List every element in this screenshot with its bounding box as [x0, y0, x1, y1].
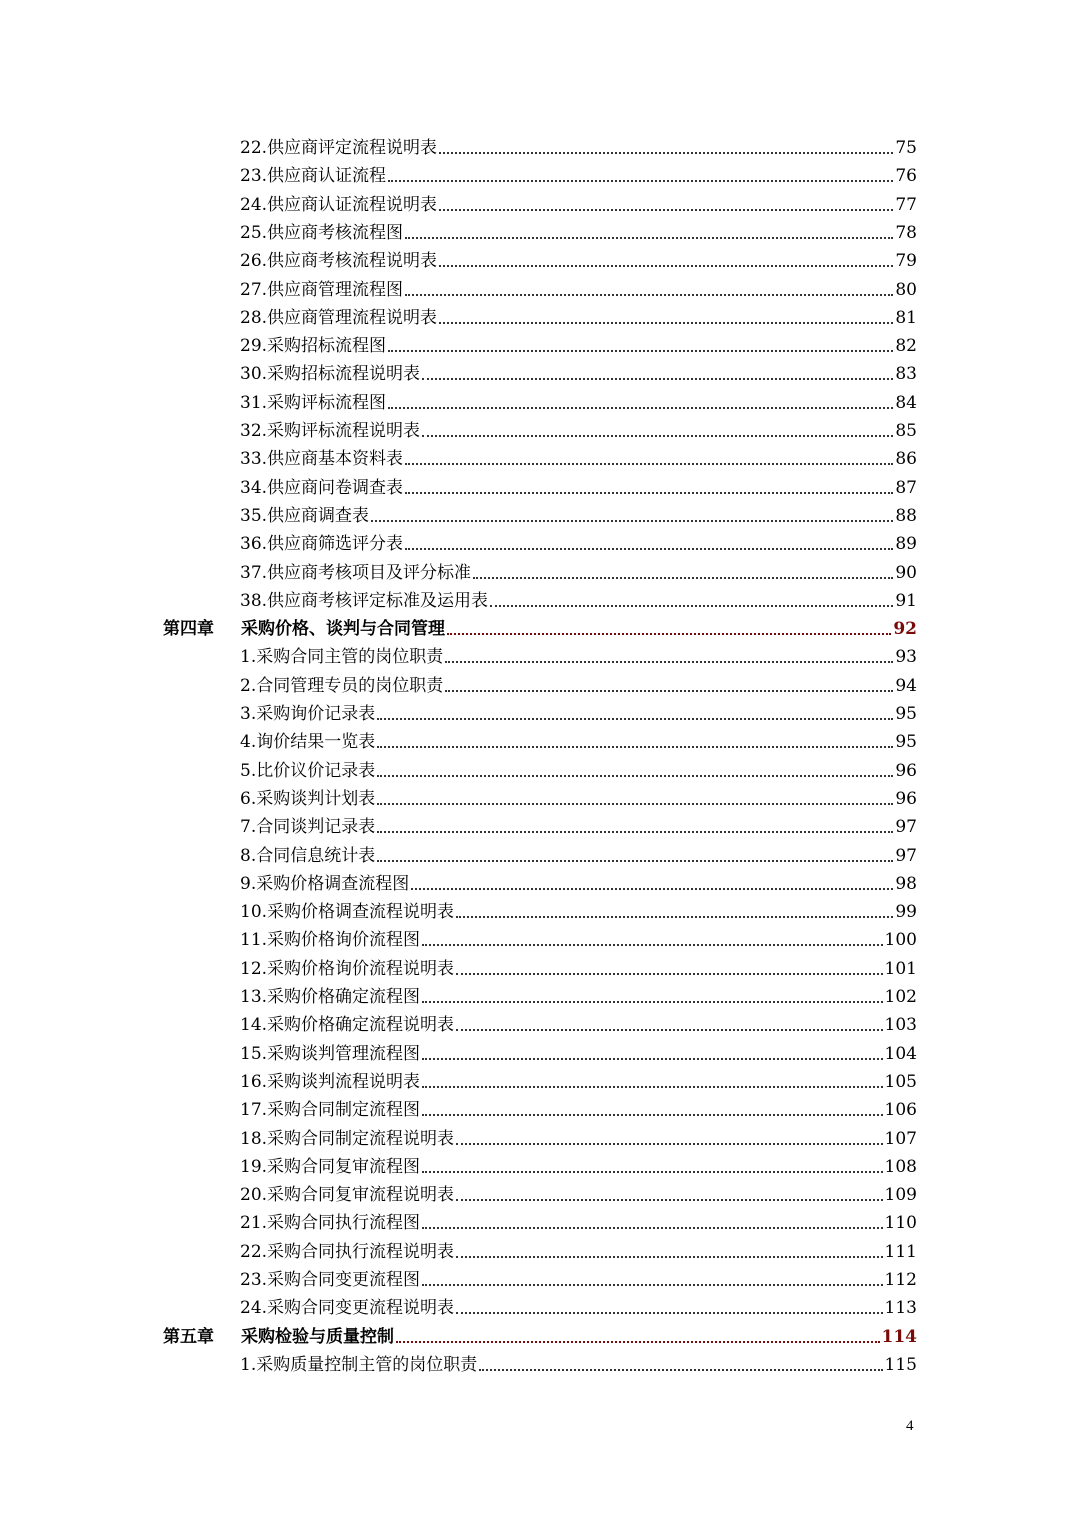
- toc-entry-title: 15.采购谈判管理流程图: [240, 1043, 421, 1064]
- toc-dot-leader: [422, 378, 893, 380]
- toc-dot-leader: [456, 1199, 883, 1201]
- toc-dot-leader: [405, 492, 893, 494]
- toc-entry-title: 23.采购合同变更流程图: [240, 1270, 421, 1290]
- toc-page-number: 99: [895, 902, 917, 923]
- toc-entry-row[interactable]: [240, 923, 917, 951]
- toc-entry-title: 21.采购合同执行流程图: [240, 1213, 421, 1234]
- toc-page-number: 113: [884, 1298, 917, 1319]
- toc-dot-leader: [479, 1369, 882, 1371]
- toc-entry-title: 23.供应商认证流程: [240, 166, 387, 187]
- toc-page-number: 111: [884, 1241, 917, 1262]
- toc-dot-leader: [445, 661, 893, 663]
- toc-page-number: 104: [884, 1043, 917, 1064]
- toc-chapter-number: 第五章: [163, 1326, 214, 1347]
- toc-dot-leader: [473, 577, 893, 579]
- toc-entry-row[interactable]: [240, 1235, 917, 1263]
- toc-page-number: 79: [895, 251, 917, 272]
- toc-entry-row[interactable]: [240, 386, 917, 414]
- toc-entry-row[interactable]: [240, 754, 917, 782]
- toc-page-number: 81: [895, 307, 917, 328]
- toc-dot-leader: [388, 350, 893, 352]
- toc-entry-row[interactable]: [240, 301, 917, 329]
- toc-entry-row[interactable]: [240, 216, 917, 244]
- toc-entry-title: 34.供应商问卷调查表: [240, 477, 404, 498]
- toc-entry-row[interactable]: [240, 556, 917, 584]
- toc-entry-title: 32.采购评标流程说明表: [240, 421, 421, 441]
- toc-entry-row[interactable]: [240, 159, 917, 187]
- toc-dot-leader: [439, 209, 893, 211]
- toc-dot-leader: [405, 237, 893, 239]
- toc-entry-row[interactable]: [240, 499, 917, 527]
- toc-entry-title: 5.比价议价记录表: [240, 760, 376, 781]
- toc-entry-title: 31.采购评标流程图: [240, 392, 387, 413]
- toc-entry-row[interactable]: [240, 442, 917, 470]
- toc-dot-leader: [371, 520, 893, 522]
- toc-entry-title: 4.询价结果一览表: [240, 732, 376, 753]
- toc-dot-leader: [377, 775, 893, 777]
- toc-entry-title: 10.采购价格调查流程说明表: [240, 902, 455, 923]
- toc-entry-title: 33.供应商基本资料表: [240, 449, 404, 470]
- toc-entry-title: 36.供应商筛选评分表: [240, 534, 404, 555]
- toc-entry-title: 3.采购询价记录表: [240, 704, 376, 724]
- toc-page-number: 95: [895, 732, 917, 753]
- toc-dot-leader: [456, 1029, 883, 1031]
- toc-page-number: 95: [895, 704, 917, 724]
- toc-entry-row[interactable]: [240, 980, 917, 1008]
- toc-page-number: 78: [895, 222, 917, 243]
- toc-entry-title: 11.采购价格询价流程图: [240, 930, 421, 951]
- toc-entry-title: 29.采购招标流程图: [240, 336, 387, 357]
- toc-page-number: 97: [895, 817, 917, 838]
- toc-page-number: 93: [895, 647, 917, 668]
- toc-dot-leader: [422, 1001, 883, 1003]
- toc-entry-title: 24.采购合同变更流程说明表: [240, 1298, 455, 1319]
- toc-dot-leader: [439, 265, 893, 267]
- toc-dot-leader: [439, 152, 893, 154]
- toc-entry-row[interactable]: [240, 895, 917, 923]
- toc-entry-title: 25.供应商考核流程图: [240, 222, 404, 243]
- toc-page-number: 114: [881, 1326, 917, 1347]
- toc-entry-row[interactable]: [240, 1008, 917, 1036]
- toc-dot-leader: [456, 1256, 883, 1258]
- toc-dot-leader: [405, 294, 893, 296]
- toc-page-number: 94: [895, 675, 917, 696]
- toc-dot-leader: [422, 1284, 883, 1286]
- toc-entry-row[interactable]: [240, 782, 917, 810]
- toc-entry-row[interactable]: [240, 1150, 917, 1178]
- toc-entry-title: 35.供应商调查表: [240, 505, 370, 526]
- toc-dot-leader: [445, 690, 893, 692]
- toc-entry-row[interactable]: [240, 527, 917, 555]
- toc-dot-leader: [422, 1058, 883, 1060]
- toc-page-number: 110: [884, 1213, 917, 1234]
- toc-page-number: 83: [895, 364, 917, 385]
- toc-page-number: 88: [895, 505, 917, 526]
- toc-dot-leader: [490, 605, 893, 607]
- toc-page-number: 101: [884, 958, 917, 979]
- toc-entry-title: 22.供应商评定流程说明表: [240, 138, 438, 158]
- toc-entry-row[interactable]: [240, 810, 917, 838]
- toc-entry-row[interactable]: [240, 697, 917, 725]
- toc-page-number: 91: [895, 590, 917, 611]
- toc-entry-row[interactable]: [240, 952, 917, 980]
- toc-dot-leader: [456, 916, 893, 918]
- toc-page-number: 96: [895, 760, 917, 781]
- toc-dot-leader: [388, 180, 893, 182]
- toc-page-number: 112: [884, 1270, 917, 1290]
- toc-entry-row[interactable]: [240, 1178, 917, 1206]
- toc-chapter-row[interactable]: [163, 612, 917, 640]
- toc-entry-title: 30.采购招标流程说明表: [240, 364, 421, 385]
- toc-dot-leader: [377, 718, 893, 720]
- toc-chapter-row[interactable]: [163, 1320, 917, 1348]
- toc-chapter-name: 采购检验与质量控制: [241, 1326, 394, 1347]
- toc-entry-title: 18.采购合同制定流程说明表: [240, 1128, 455, 1149]
- toc-entry-row[interactable]: [240, 584, 917, 612]
- toc-page-number: 107: [884, 1128, 917, 1149]
- toc-page-number: 106: [884, 1100, 917, 1121]
- toc-entry-title: 1.采购质量控制主管的岗位职责: [240, 1354, 478, 1375]
- toc-page-number: 77: [895, 194, 917, 215]
- toc-dot-leader: [377, 803, 893, 805]
- toc-entry-title: 13.采购价格确定流程图: [240, 987, 421, 1007]
- toc-entry-title: 38.供应商考核评定标准及运用表: [240, 590, 489, 611]
- toc-page-number: 90: [895, 562, 917, 583]
- toc-entry-title: 24.供应商认证流程说明表: [240, 194, 438, 215]
- toc-entry-title: 14.采购价格确定流程说明表: [240, 1015, 455, 1036]
- toc-dot-leader: [405, 463, 893, 465]
- toc-page-number: 84: [895, 392, 917, 413]
- toc-dot-leader: [411, 888, 893, 890]
- toc-entry-row[interactable]: [240, 357, 917, 385]
- toc-page-number: 86: [895, 449, 917, 470]
- toc-dot-leader: [377, 860, 893, 862]
- toc-entry-row[interactable]: [240, 1065, 917, 1093]
- toc-dot-leader: [447, 633, 891, 635]
- toc-chapter-number: 第四章: [163, 619, 214, 640]
- toc-entry-row[interactable]: [240, 725, 917, 753]
- toc-chapter-title: [163, 1326, 394, 1348]
- toc-entry-row[interactable]: [240, 1348, 917, 1376]
- toc-dot-leader: [377, 831, 893, 833]
- toc-entry-title: 27.供应商管理流程图: [240, 279, 404, 300]
- toc-page-number: 108: [884, 1156, 917, 1177]
- toc-page-number: 103: [884, 1015, 917, 1036]
- toc-entry-title: 28.供应商管理流程说明表: [240, 307, 438, 328]
- toc-entry-row[interactable]: [240, 867, 917, 895]
- toc-dot-leader: [456, 1312, 883, 1314]
- toc-entry-row[interactable]: [240, 1206, 917, 1234]
- toc-entry-row[interactable]: [240, 1122, 917, 1150]
- toc-entry-row[interactable]: [240, 1037, 917, 1065]
- toc-page-number: 87: [895, 477, 917, 498]
- toc-entry-title: 9.采购价格调查流程图: [240, 873, 410, 894]
- toc-entry-title: 1.采购合同主管的岗位职责: [240, 647, 444, 668]
- toc-page-number: 85: [895, 421, 917, 441]
- toc-dot-leader: [456, 973, 883, 975]
- toc-entry-title: 20.采购合同复审流程说明表: [240, 1185, 455, 1206]
- toc-entry-row[interactable]: [240, 640, 917, 668]
- toc-entry-title: 2.合同管理专员的岗位职责: [240, 675, 444, 696]
- toc-page-number: 92: [893, 619, 917, 640]
- toc-page-number: 96: [895, 788, 917, 809]
- toc-page-number: 115: [884, 1354, 917, 1375]
- toc-entry-title: 6.采购谈判计划表: [240, 788, 376, 809]
- toc-dot-leader: [377, 746, 893, 748]
- toc-dot-leader: [422, 435, 893, 437]
- toc-entry-row[interactable]: [240, 471, 917, 499]
- toc-dot-leader: [456, 1143, 883, 1145]
- toc-dot-leader: [439, 322, 893, 324]
- toc-chapter-name: 采购价格、谈判与合同管理: [241, 619, 445, 640]
- toc-page-number: 80: [895, 279, 917, 300]
- toc-entry-title: 19.采购合同复审流程图: [240, 1156, 421, 1177]
- toc-chapter-title: [163, 618, 445, 640]
- toc-dot-leader: [422, 1086, 883, 1088]
- toc-entry-title: 7.合同谈判记录表: [240, 817, 376, 838]
- toc-entry-row[interactable]: [240, 669, 917, 697]
- toc-page-number: 109: [884, 1185, 917, 1206]
- toc-entry-title: 12.采购价格询价流程说明表: [240, 958, 455, 979]
- toc-entry-row[interactable]: [240, 244, 917, 272]
- toc-entry-title: 17.采购合同制定流程图: [240, 1100, 421, 1121]
- toc-dot-leader: [422, 944, 883, 946]
- toc-entry-row[interactable]: [240, 1093, 917, 1121]
- toc-page-number: 82: [895, 336, 917, 357]
- toc-dot-leader: [422, 1227, 883, 1229]
- toc-dot-leader: [422, 1114, 883, 1116]
- toc-dot-leader: [388, 407, 893, 409]
- toc-page-number: 97: [895, 845, 917, 866]
- toc-page-number: 76: [895, 166, 917, 187]
- toc-entry-title: 8.合同信息统计表: [240, 845, 376, 866]
- toc-entry-title: 16.采购谈判流程说明表: [240, 1071, 421, 1092]
- toc-entry-title: 37.供应商考核项目及评分标准: [240, 562, 472, 583]
- toc-entry-row[interactable]: [240, 414, 917, 442]
- page-number: 4: [906, 1418, 914, 1434]
- toc-page-number: 102: [884, 987, 917, 1007]
- toc-entry-title: 22.采购合同执行流程说明表: [240, 1241, 455, 1262]
- toc-dot-leader: [422, 1171, 883, 1173]
- toc-page-number: 98: [895, 873, 917, 894]
- toc-entry-row[interactable]: [240, 1263, 917, 1291]
- toc-entry-row[interactable]: [240, 839, 917, 867]
- toc-entry-row[interactable]: [240, 1291, 917, 1319]
- toc-page-number: 100: [884, 930, 917, 951]
- toc-page-number: 105: [884, 1071, 917, 1092]
- toc-entry-title: 26.供应商考核流程说明表: [240, 251, 438, 272]
- toc-entry-row[interactable]: [240, 273, 917, 301]
- toc-page-number: 75: [895, 138, 917, 158]
- toc-dot-leader: [396, 1341, 880, 1343]
- toc-page-number: 89: [895, 534, 917, 555]
- toc-dot-leader: [405, 548, 893, 550]
- toc-entry-row[interactable]: [240, 329, 917, 357]
- toc-entry-row[interactable]: [240, 131, 917, 159]
- toc-entry-row[interactable]: [240, 188, 917, 216]
